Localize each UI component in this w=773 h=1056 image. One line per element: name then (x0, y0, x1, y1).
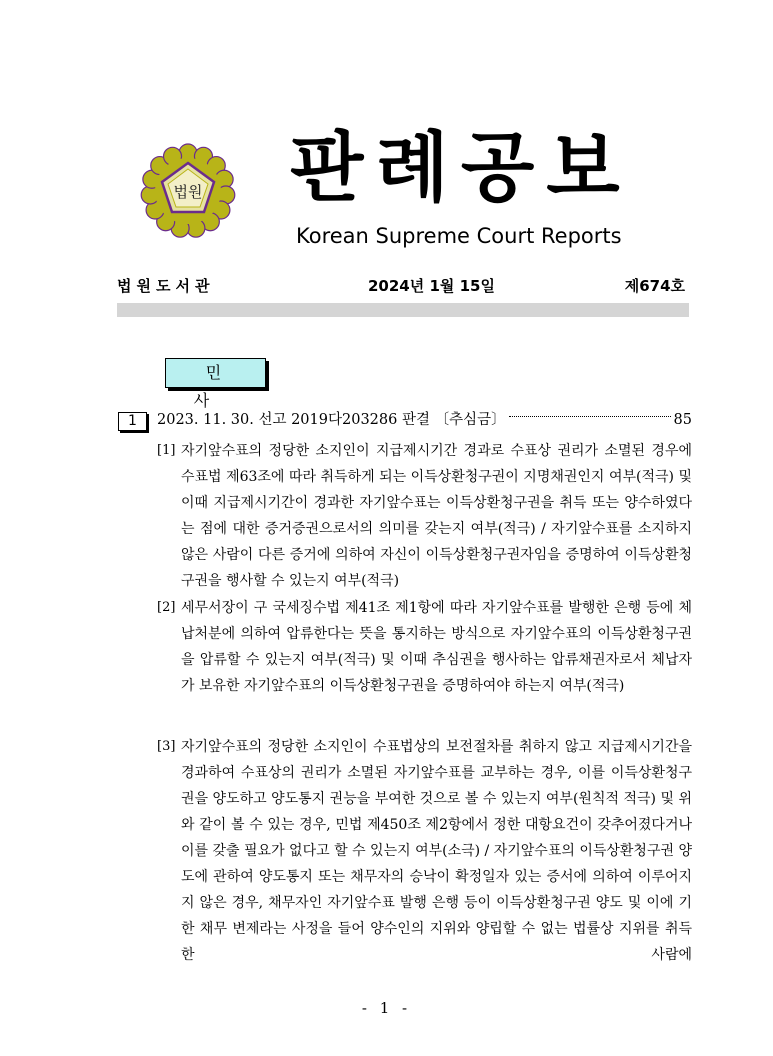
emblem-label: 법원 (173, 183, 203, 201)
holding-paragraph-3 (157, 734, 692, 968)
holding-marker: [2] (157, 600, 176, 615)
holding-paragraph-1 (157, 438, 692, 594)
holding-text: 자기앞수표의 정당한 소지인이 지급제시기간 경과로 수표상 권리가 소멸된 경우에 수표법 제63조에 따라 취득하게 되는 이득상환청구권이 지명채권인지 여부(적극) 및 이때 지급제시기간이 경과한 자기앞수표는 이득상환청구권을 취득 또는 양수하였다는 점에 대한 증거증권으로서의 의미를 갖는지 여부(적극) / 자기앞수표를 소지하지 않은 사람이 다른 증거에 의하여 자신이 이득상환청구권자임을 증명하여 이득상환청구권을 행사할 수 있는지 여부(적극) (181, 443, 692, 589)
publisher-name: 법원도서관 (117, 277, 215, 295)
holding-marker: [1] (157, 443, 176, 458)
case-citation-line (157, 409, 692, 431)
holding-text: 자기앞수표의 정당한 소지인이 수표법상의 보전절차를 취하지 않고 지급제시기간을 경과하여 수표상의 권리가 소멸된 자기앞수표를 교부하는 경우, 이를 이득상환청구권을 양도하고 양도통지 권능을 부여한 것으로 볼 수 있는지 여부(원칙적 적극) 및 위와 같이 볼 수 있는 경우, 민법 제450조 제2항에서 정한 대항요건이 갖추어졌다거나 이를 갖출 필요가 없다고 할 수 있는지 여부(소극) / 자기앞수표의 이득상환청구권 양도에 관하여 양도통지 또는 채무자의 승낙이 확정일자 있는 증서에 의하여 이루어지지 않은 경우, 채무자인 자기앞수표 발행 은행 등이 이득상환청구권 양도 및 이에 기한 채무 변제라는 사정을 들어 양수인의 지위와 양립할 수 없는 법률상 지위를 취득한 사람에 (181, 739, 692, 963)
holding-paragraph-2 (157, 595, 692, 699)
dot-leader (509, 416, 671, 417)
case-citation: 2023. 11. 30. 선고 2019다203286 판결 〔추심금〕 (157, 412, 506, 428)
case-page-reference: 85 (673, 412, 692, 428)
page-number: - 1 - (361, 999, 412, 1017)
publication-title-korean: 판례공보 (290, 123, 632, 212)
publication-date: 2024년 1월 15일 (368, 277, 495, 295)
court-emblem (138, 141, 238, 241)
header-rule-bar (117, 303, 689, 317)
issue-number: 제674호 (624, 277, 685, 295)
holding-text: 세무서장이 구 국세징수법 제41조 제1항에 따라 자기앞수표를 발행한 은행 등에 체납처분에 의하여 압류한다는 뜻을 통지하는 방식으로 자기앞수표의 이득상환청구권을 압류할 수 있는지 여부(적극) 및 이때 추심권을 행사하는 압류채권자로서 체납자가 보유한 자기앞수표의 이득상환청구권을 증명하여야 하는지 여부(적극) (181, 600, 692, 694)
publication-title-english: Korean Supreme Court Reports (296, 224, 622, 248)
case-number-box: 1 (118, 412, 147, 431)
holding-marker: [3] (157, 739, 176, 754)
section-heading: 민사 (165, 358, 266, 388)
court-emblem-icon (138, 141, 238, 241)
